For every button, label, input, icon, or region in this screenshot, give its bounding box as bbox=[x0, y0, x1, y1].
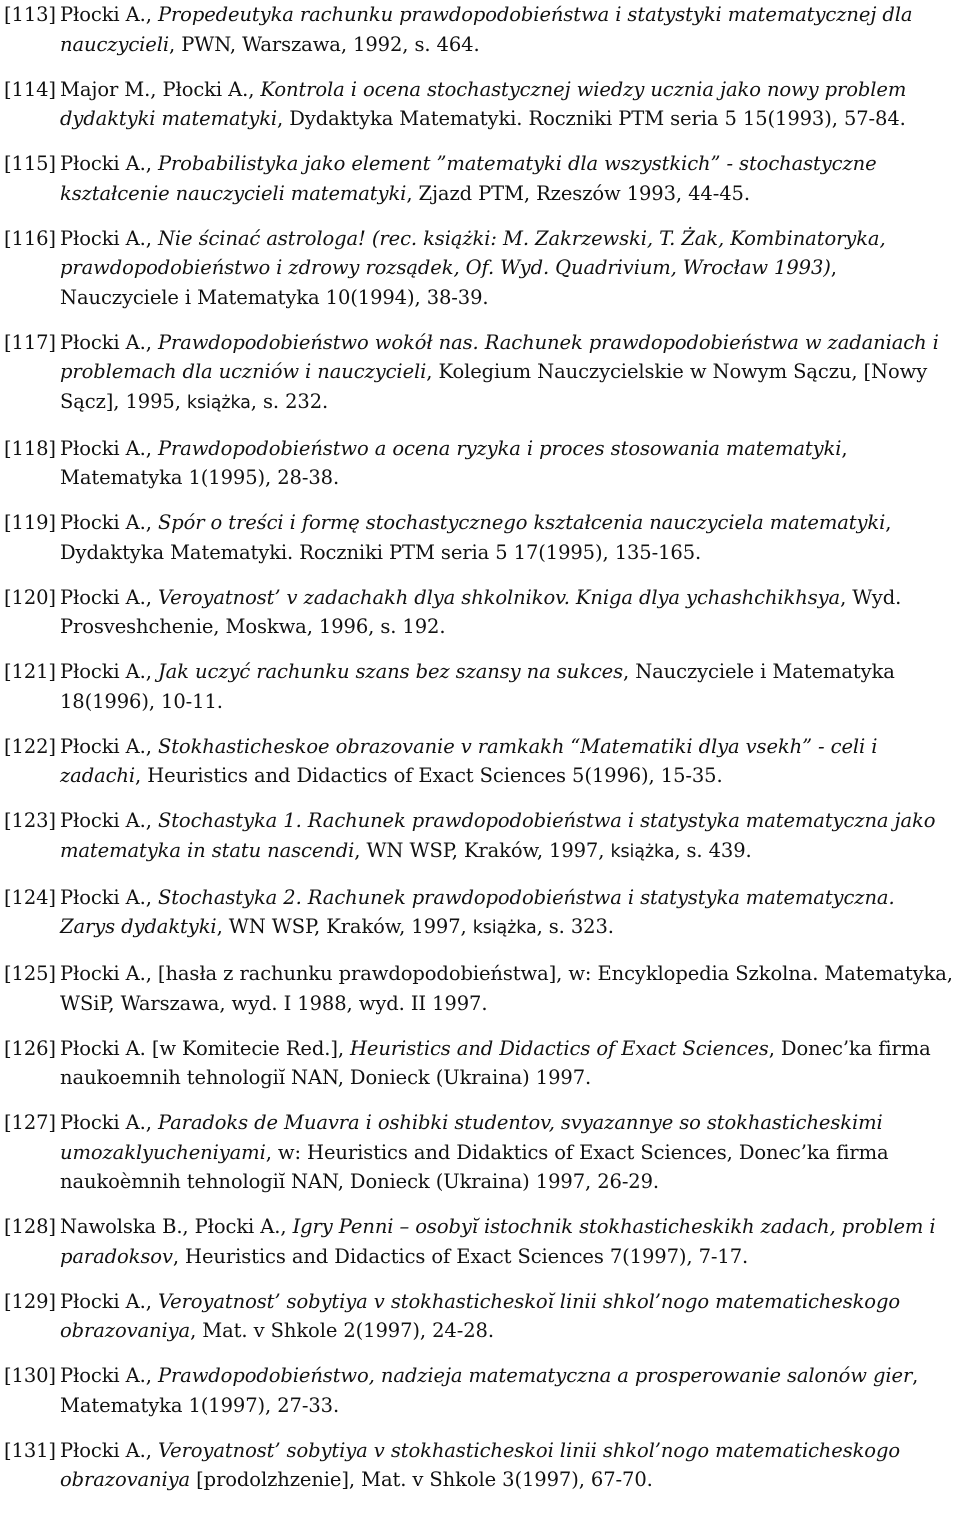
bibliography-entry bbox=[4, 224, 954, 313]
entry-segment: , Nauczyciele i Matematyka 18(1996), 10-11. bbox=[60, 660, 895, 713]
bibliography-list bbox=[4, 0, 954, 1510]
entry-segment: Płocki A., bbox=[60, 152, 158, 175]
bibliography-entry bbox=[4, 806, 954, 867]
entry-text bbox=[60, 1439, 900, 1492]
bibliography-entry bbox=[4, 1436, 954, 1495]
entry-segment: Płocki A., bbox=[60, 226, 158, 250]
entry-text bbox=[60, 78, 906, 131]
entry-title: Probabilistyka jako element ”matematyki dla wszystkich” - stochastyczne kształcenie nauczycieli matematyki bbox=[60, 152, 877, 205]
entry-number: [123] bbox=[4, 809, 56, 832]
entry-number: [116] bbox=[4, 226, 56, 250]
entry-segment: Nawolska B., Płocki A., bbox=[60, 1215, 293, 1238]
entry-number: [117] bbox=[4, 330, 56, 354]
bibliography-entry bbox=[4, 508, 954, 567]
entry-text bbox=[60, 227, 886, 309]
entry-text bbox=[60, 1215, 936, 1268]
entry-text bbox=[60, 511, 891, 564]
entry-text bbox=[60, 660, 895, 713]
bibliography-entry bbox=[4, 1212, 954, 1271]
entry-number: [124] bbox=[4, 885, 56, 909]
entry-number: [128] bbox=[4, 1215, 56, 1238]
bibliography-entry bbox=[4, 657, 954, 716]
entry-title: Stokhasticheskoe obrazovanie v ramkakh “Matematiki dlya vsekh” - celi i zadachi bbox=[60, 734, 878, 787]
entry-text bbox=[60, 735, 877, 788]
entry-segment: , WN WSP, Kraków, 1997, bbox=[216, 915, 473, 938]
entry-number: [129] bbox=[4, 1289, 56, 1313]
entry-number: [115] bbox=[4, 152, 56, 175]
entry-number: [130] bbox=[4, 1364, 56, 1387]
entry-number: [125] bbox=[4, 962, 56, 985]
entry-text bbox=[60, 962, 953, 1015]
entry-title: Paradoks de Muavra i oshibki studentov, svyazannye so stokhasticheskimi umozaklyucheniyami bbox=[60, 1111, 883, 1164]
entry-type-label: książka bbox=[610, 841, 675, 862]
entry-text bbox=[60, 809, 935, 862]
entry-number: [127] bbox=[4, 1111, 56, 1134]
entry-segment: Płocki A., bbox=[60, 809, 158, 832]
bibliography-entry bbox=[4, 1108, 954, 1197]
entry-number: [121] bbox=[4, 660, 56, 683]
entry-title: Nie ścinać astrologa! (rec. książki: M. Zakrzewski, T. Żak, Kombinatoryka, prawdopodobieństwo i zdrowy rozsądek, Of. Wyd. Quadrivium, Wrocław 1993) bbox=[60, 226, 886, 279]
entry-text bbox=[60, 586, 901, 639]
entry-text bbox=[60, 3, 912, 56]
entry-segment: Płocki A., [hasła z rachunku prawdopodobieństwa], w: Encyklopedia Szkolna. Matematyka, WSiP, Warszawa, wyd. I 1988, wyd. II 1997. bbox=[60, 962, 953, 1015]
entry-segment: , Donec’ka firma naukoemnih tehnologiı̆ NAN, Donieck (Ukraina) 1997. bbox=[60, 1036, 931, 1089]
entry-number: [131] bbox=[4, 1438, 56, 1462]
entry-segment: , s. 439. bbox=[674, 838, 752, 862]
entry-segment: Płocki A., bbox=[60, 885, 158, 909]
entry-segment: Płocki A., bbox=[60, 585, 158, 609]
entry-segment: , w: Heuristics and Didaktics of Exact Sciences, Donec’ka firma naukoèmnih tehnologiı̆ NAN, Donieck (Ukraina) 1997, 26-29. bbox=[60, 1140, 889, 1193]
entry-number: [118] bbox=[4, 436, 56, 460]
bibliography-entry bbox=[4, 1034, 954, 1093]
entry-segment: Płocki A., bbox=[60, 1289, 158, 1313]
entry-title: Veroyatnost’ sobytiya v stokhasticheskoĭ linii shkol’nogo matematicheskogo obrazovaniya bbox=[60, 1289, 900, 1342]
entry-segment: , Matematyka 1(1997), 27-33. bbox=[60, 1364, 919, 1417]
entry-text bbox=[60, 152, 877, 205]
entry-title: Veroyatnost’ v zadachakh dlya shkolnikov. Kniga dlya ychashchikhsya bbox=[157, 585, 841, 609]
entry-title: Jak uczyć rachunku szans bez szansy na sukces bbox=[157, 660, 623, 683]
entry-segment: Płocki A., bbox=[60, 1438, 158, 1462]
entry-segment: Płocki A., bbox=[60, 330, 158, 354]
entry-segment: Major M., Płocki A., bbox=[60, 77, 261, 101]
entry-title: Prawdopodobieństwo a ocena ryzyka i proces stosowania matematyki bbox=[157, 436, 842, 460]
entry-segment: , Heuristics and Didactics of Exact Sciences 5(1996), 15-35. bbox=[135, 764, 723, 787]
bibliography-entry bbox=[4, 434, 954, 493]
entry-number: [120] bbox=[4, 585, 56, 609]
entry-number: [119] bbox=[4, 511, 56, 534]
entry-title: Propedeutyka rachunku prawdopodobieństwa i statystyki matematycznej dla nauczycieli bbox=[60, 3, 913, 56]
entry-number: [113] bbox=[4, 3, 56, 26]
entry-segment: , WN WSP, Kraków, 1997, bbox=[354, 838, 611, 862]
bibliography-entry bbox=[4, 75, 954, 134]
entry-text bbox=[60, 331, 939, 413]
entry-segment: , Kolegium Nauczycielskie w Nowym Sączu, [Nowy Sącz], 1995, bbox=[60, 360, 928, 413]
entry-segment: Płocki A., bbox=[60, 734, 158, 758]
entry-segment: , Zjazd PTM, Rzeszów 1993, 44-45. bbox=[406, 181, 750, 205]
entry-segment: , s. 232. bbox=[250, 389, 329, 413]
bibliography-entry bbox=[4, 328, 954, 419]
entry-segment: , Dydaktyka Matematyki. Roczniki PTM seria 5 15(1993), 57-84. bbox=[277, 107, 906, 130]
bibliography-entry bbox=[4, 583, 954, 642]
bibliography-entry bbox=[4, 1361, 954, 1420]
entry-text bbox=[60, 1037, 931, 1090]
entry-segment: , Mat. v Shkole 2(1997), 24-28. bbox=[190, 1319, 494, 1342]
bibliography-entry bbox=[4, 1287, 954, 1346]
entry-title: Prawdopodobieństwo, nadzieja matematyczna a prosperowanie salonów gier bbox=[157, 1364, 913, 1387]
entry-title: Veroyatnost’ sobytiya v stokhasticheskoi linii shkol’nogo matematicheskogo obrazovaniya bbox=[60, 1438, 900, 1491]
entry-text bbox=[60, 437, 847, 490]
bibliography-entry bbox=[4, 0, 954, 59]
entry-text bbox=[60, 886, 895, 939]
bibliography-entry bbox=[4, 149, 954, 208]
entry-title: Kontrola i ocena stochastycznej wiedzy ucznia jako nowy problem dydaktyki matematyki bbox=[60, 77, 907, 130]
entry-segment: , Heuristics and Didactics of Exact Sciences 7(1997), 7-17. bbox=[172, 1244, 749, 1268]
entry-segment: Płocki A., bbox=[60, 660, 158, 683]
entry-number: [122] bbox=[4, 734, 56, 758]
entry-segment: , Nauczyciele i Matematyka 10(1994), 38-39. bbox=[60, 256, 837, 309]
bibliography-entry bbox=[4, 883, 954, 944]
entry-title: Igry Penni – osobyı̆ istochnik stokhasticheskikh zadach, problem i paradoksov bbox=[60, 1215, 936, 1268]
entry-text bbox=[60, 1364, 918, 1417]
entry-type-label: książka bbox=[472, 918, 537, 938]
entry-segment: , Dydaktyka Matematyki. Roczniki PTM seria 5 17(1995), 135-165. bbox=[60, 511, 892, 564]
bibliography-entry bbox=[4, 959, 954, 1018]
entry-segment: Płocki A., bbox=[60, 511, 158, 534]
entry-title: Stochastyka 2. Rachunek prawdopodobieństwa i statystyka matematyczna. Zarys dydaktyki bbox=[60, 885, 895, 938]
entry-segment: [prodolzhzenie], Mat. v Shkole 3(1997), 67-70. bbox=[190, 1468, 653, 1491]
entry-title: Spór o treści i formę stochastycznego kształcenia nauczyciela matematyki bbox=[157, 511, 886, 534]
entry-segment: Płocki A. [w Komitecie Red.], bbox=[60, 1036, 351, 1060]
entry-segment: Płocki A., bbox=[60, 1364, 158, 1387]
entry-type-label: książka bbox=[186, 392, 251, 413]
entry-title: Heuristics and Didactics of Exact Sciences bbox=[350, 1036, 769, 1060]
entry-segment: , Matematyka 1(1995), 28-38. bbox=[60, 436, 848, 489]
entry-segment: Płocki A., bbox=[60, 436, 158, 460]
entry-segment: Płocki A., bbox=[60, 3, 158, 26]
entry-segment: , Wyd. Prosveshchenie, Moskwa, 1996, s. 192. bbox=[60, 585, 902, 638]
entry-title: Prawdopodobieństwo wokół nas. Rachunek prawdopodobieństwa w zadaniach i problemach dla uczniów i nauczycieli bbox=[60, 330, 939, 383]
entry-title: Stochastyka 1. Rachunek prawdopodobieństwa i statystyka matematyczna jako matematyka in statu nascendi bbox=[60, 809, 936, 862]
entry-segment: Płocki A., bbox=[60, 1111, 158, 1134]
entry-segment: , s. 323. bbox=[536, 915, 614, 938]
entry-number: [114] bbox=[4, 77, 56, 101]
bibliography-entry bbox=[4, 732, 954, 791]
entry-text bbox=[60, 1111, 889, 1193]
entry-text bbox=[60, 1290, 900, 1343]
entry-segment: , PWN, Warszawa, 1992, s. 464. bbox=[169, 32, 480, 56]
entry-number: [126] bbox=[4, 1036, 56, 1060]
